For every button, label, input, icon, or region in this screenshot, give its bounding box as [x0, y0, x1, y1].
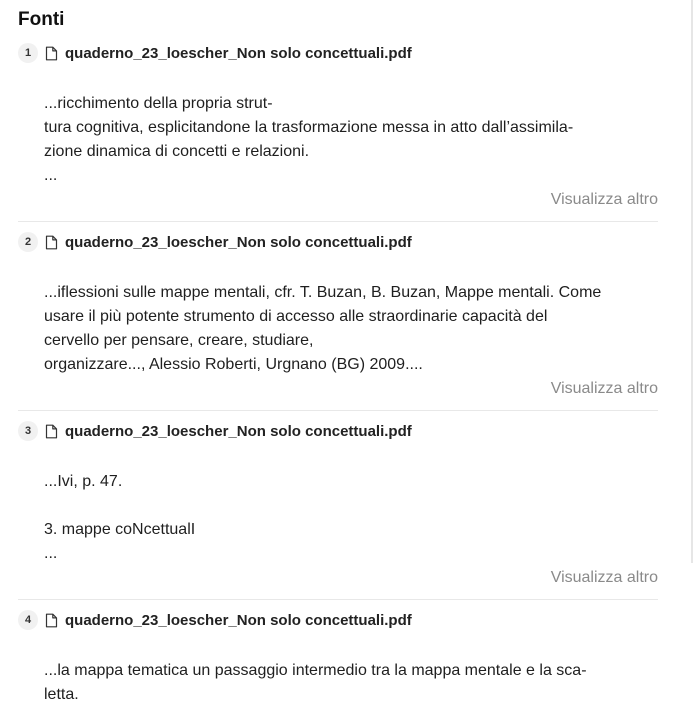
source-item-1 [18, 42, 658, 222]
source-excerpt-text: ...la mappa tematica un passaggio intermedio tra la mappa mentale e la sca- letta. [44, 662, 587, 703]
source-header [18, 231, 658, 253]
source-excerpt [44, 635, 658, 707]
source-excerpt [44, 257, 658, 401]
show-more-link[interactable]: Visualizza altro [543, 377, 658, 401]
source-number-badge: 4 [18, 610, 38, 630]
source-file-name[interactable]: quaderno_23_loescher_Non solo concettuali.pdf [65, 233, 412, 251]
file-icon [45, 46, 58, 61]
source-excerpt-text: ...Ivi, p. 47. 3. mappe coNcettualI ... [44, 473, 196, 562]
source-file-name[interactable]: quaderno_23_loescher_Non solo concettuali.pdf [65, 44, 412, 62]
source-file-name[interactable]: quaderno_23_loescher_Non solo concettuali.pdf [65, 422, 412, 440]
source-number-badge: 2 [18, 232, 38, 252]
source-header [18, 420, 658, 442]
file-icon [45, 235, 58, 250]
source-item-3 [18, 411, 658, 600]
panel-title: Fonti [18, 9, 65, 30]
source-number-badge: 1 [18, 43, 38, 63]
source-header [18, 609, 658, 631]
sources-list [18, 42, 675, 716]
file-icon [45, 613, 58, 628]
source-file-name[interactable]: quaderno_23_loescher_Non solo concettuali.pdf [65, 611, 412, 629]
file-icon [45, 424, 58, 439]
show-more-link[interactable]: Visualizza altro [543, 188, 658, 212]
source-header [18, 42, 658, 64]
source-item-2 [18, 222, 658, 411]
source-excerpt [44, 68, 658, 212]
show-more-link[interactable]: Visualizza altro [543, 566, 658, 590]
source-excerpt-text: ...iflessioni sulle mappe mentali, cfr. T. Buzan, B. Buzan, Mappe mentali. Come usare il più potente strumento di accesso alle straordinarie capacità del cervello per pensare, creare, studiare, organizzare..., Alessio Roberti, Urgnano (BG) 2009.... [44, 284, 602, 373]
source-item-4 [18, 600, 658, 716]
source-excerpt [44, 446, 658, 590]
source-number-badge: 3 [18, 421, 38, 441]
source-excerpt-text: ...ricchimento della propria strut- tura cognitiva, esplicitandone la trasformazione messa in atto dall’assimila- zione dinamica di concetti e relazioni. ... [44, 95, 574, 184]
